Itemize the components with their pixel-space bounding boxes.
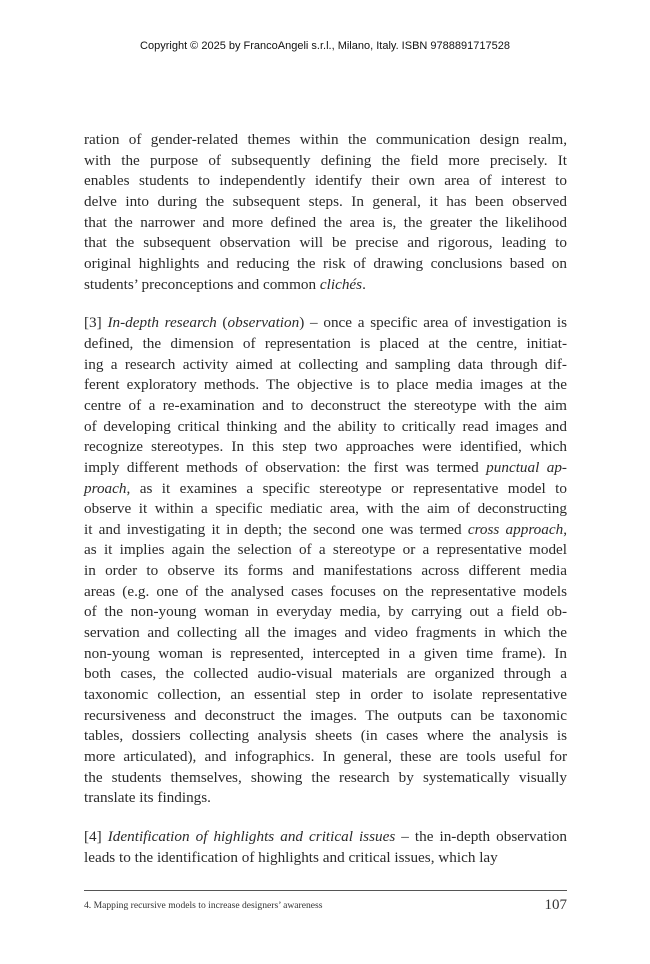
text-line xyxy=(84,685,567,706)
text-line xyxy=(84,192,567,213)
text-line xyxy=(84,151,567,172)
text-run: imply different methods of observation: the first was termed xyxy=(84,458,487,476)
text-run: observe it within a specific mediatic area, with the aim of deconstructing xyxy=(84,500,567,518)
text-run: defined, the dimension of representation is placed at the centre, initiat- xyxy=(84,334,567,352)
text-line xyxy=(84,275,567,296)
text-run: , as it examines a specific stereotype or representative model to xyxy=(126,479,567,497)
text-line xyxy=(84,417,567,438)
text-line xyxy=(84,458,567,479)
text-run: recognize stereotypes. In this step two approaches were identified, which xyxy=(84,438,567,456)
text-run: ) – once a specific area of investigation is xyxy=(299,314,568,332)
page-number: 107 xyxy=(544,897,567,913)
paragraph-3 xyxy=(84,827,567,868)
text-run: of developing critical thinking and the ability to critically read images and xyxy=(84,417,567,435)
text-line xyxy=(84,602,567,623)
text-run: in order to observe its forms and manifestations across different media xyxy=(84,562,567,580)
footer-rule xyxy=(84,890,567,891)
text-run: servation and collecting all the images and video fragments in which the xyxy=(84,624,567,642)
text-run: – the in-depth observation xyxy=(395,828,567,845)
text-run: [3] xyxy=(84,314,108,332)
text-line xyxy=(84,499,567,520)
text-run: . xyxy=(362,275,366,293)
text-line xyxy=(84,706,567,727)
text-line xyxy=(84,520,567,541)
text-line xyxy=(84,664,567,685)
italic-text: cross approach xyxy=(467,520,564,538)
text-line xyxy=(84,334,567,355)
text-run: translate its findings. xyxy=(84,789,211,807)
italic-text: In-depth research xyxy=(107,314,217,332)
italic-text: punctual ap- xyxy=(486,458,567,476)
text-run: original highlights and reducing the risk of drawing conclusions based on xyxy=(84,254,567,272)
text-line xyxy=(84,396,567,417)
text-line xyxy=(84,254,567,275)
italic-text: Identification of highlights and critical issues xyxy=(107,828,396,845)
text-run: leads to the identification of highlights and critical issues, which lay xyxy=(84,848,498,866)
text-run: the students themselves, showing the research by systematically visually xyxy=(84,768,567,786)
text-line xyxy=(84,582,567,603)
text-line xyxy=(84,540,567,561)
text-run: more articulated), and infographics. In general, these are tools useful for xyxy=(84,748,567,766)
text-line xyxy=(84,561,567,582)
text-run: ( xyxy=(216,314,228,332)
text-run: , xyxy=(563,520,568,538)
text-run: enables students to independently identify their own area of interest to xyxy=(84,172,567,190)
text-run: tables, dossiers collecting analysis sheets (in cases where the analysis is xyxy=(84,727,567,745)
text-run: taxonomic collection, an essential step in order to isolate representative xyxy=(84,686,567,704)
text-run: ration of gender-related themes within the communication design realm, xyxy=(84,131,567,148)
text-run: non-young woman is represented, intercepted in a given time frame). In xyxy=(84,644,567,662)
text-run: both cases, the collected audio-visual materials are organized through a xyxy=(84,665,567,683)
text-line xyxy=(84,171,567,192)
text-run: students’ preconceptions and common xyxy=(84,275,320,293)
text-run: it and investigating it in depth; the second one was termed xyxy=(84,520,468,538)
text-line xyxy=(84,827,567,848)
text-line xyxy=(84,623,567,644)
text-line xyxy=(84,437,567,458)
text-line xyxy=(84,130,567,151)
text-run: recursiveness and deconstruct the images. The outputs can be taxonomic xyxy=(84,706,567,724)
italic-text: clichés xyxy=(319,275,363,293)
text-line xyxy=(84,375,567,396)
text-run: of the non-young woman in everyday media, by carrying out a field ob- xyxy=(84,603,567,621)
text-line xyxy=(84,313,567,334)
text-run: centre of a re-examination and to deconstruct the stereotype with the aim xyxy=(84,396,567,414)
text-line xyxy=(84,848,567,869)
running-footer-chapter: 4. Mapping recursive models to increase designers’ awareness xyxy=(84,900,323,911)
text-run: that the narrower and more defined the area is, the greater the likelihood xyxy=(84,213,567,231)
italic-text: proach xyxy=(84,479,127,497)
copyright-notice: Copyright © 2025 by FrancoAngeli s.r.l., Milano, Italy. ISBN 9788891717528 xyxy=(140,40,510,52)
text-run: ing a research activity aimed at collecting and sampling data through dif- xyxy=(84,355,567,373)
text-line xyxy=(84,788,567,809)
text-run: areas (e.g. one of the analysed cases focuses on the representative models xyxy=(84,582,567,600)
text-line xyxy=(84,644,567,665)
text-run: with the purpose of subsequently defining the field more precisely. It xyxy=(84,151,567,169)
body-text xyxy=(84,130,567,886)
italic-text: observation xyxy=(227,314,300,332)
text-line xyxy=(84,479,567,500)
text-line xyxy=(84,747,567,768)
text-line xyxy=(84,726,567,747)
text-run: ferent exploratory methods. The objective is to place media images at the xyxy=(84,376,567,394)
paragraph-1 xyxy=(84,130,567,295)
text-run: [4] xyxy=(84,828,108,845)
text-line xyxy=(84,213,567,234)
text-line xyxy=(84,768,567,789)
text-line xyxy=(84,233,567,254)
text-run: that the subsequent observation will be precise and rigorous, leading to xyxy=(84,234,567,252)
text-line xyxy=(84,355,567,376)
paragraph-2 xyxy=(84,313,567,809)
text-run: delve into during the subsequent steps. In general, it has been observed xyxy=(84,192,567,210)
text-run: as it implies again the selection of a stereotype or a representative model xyxy=(84,541,567,559)
